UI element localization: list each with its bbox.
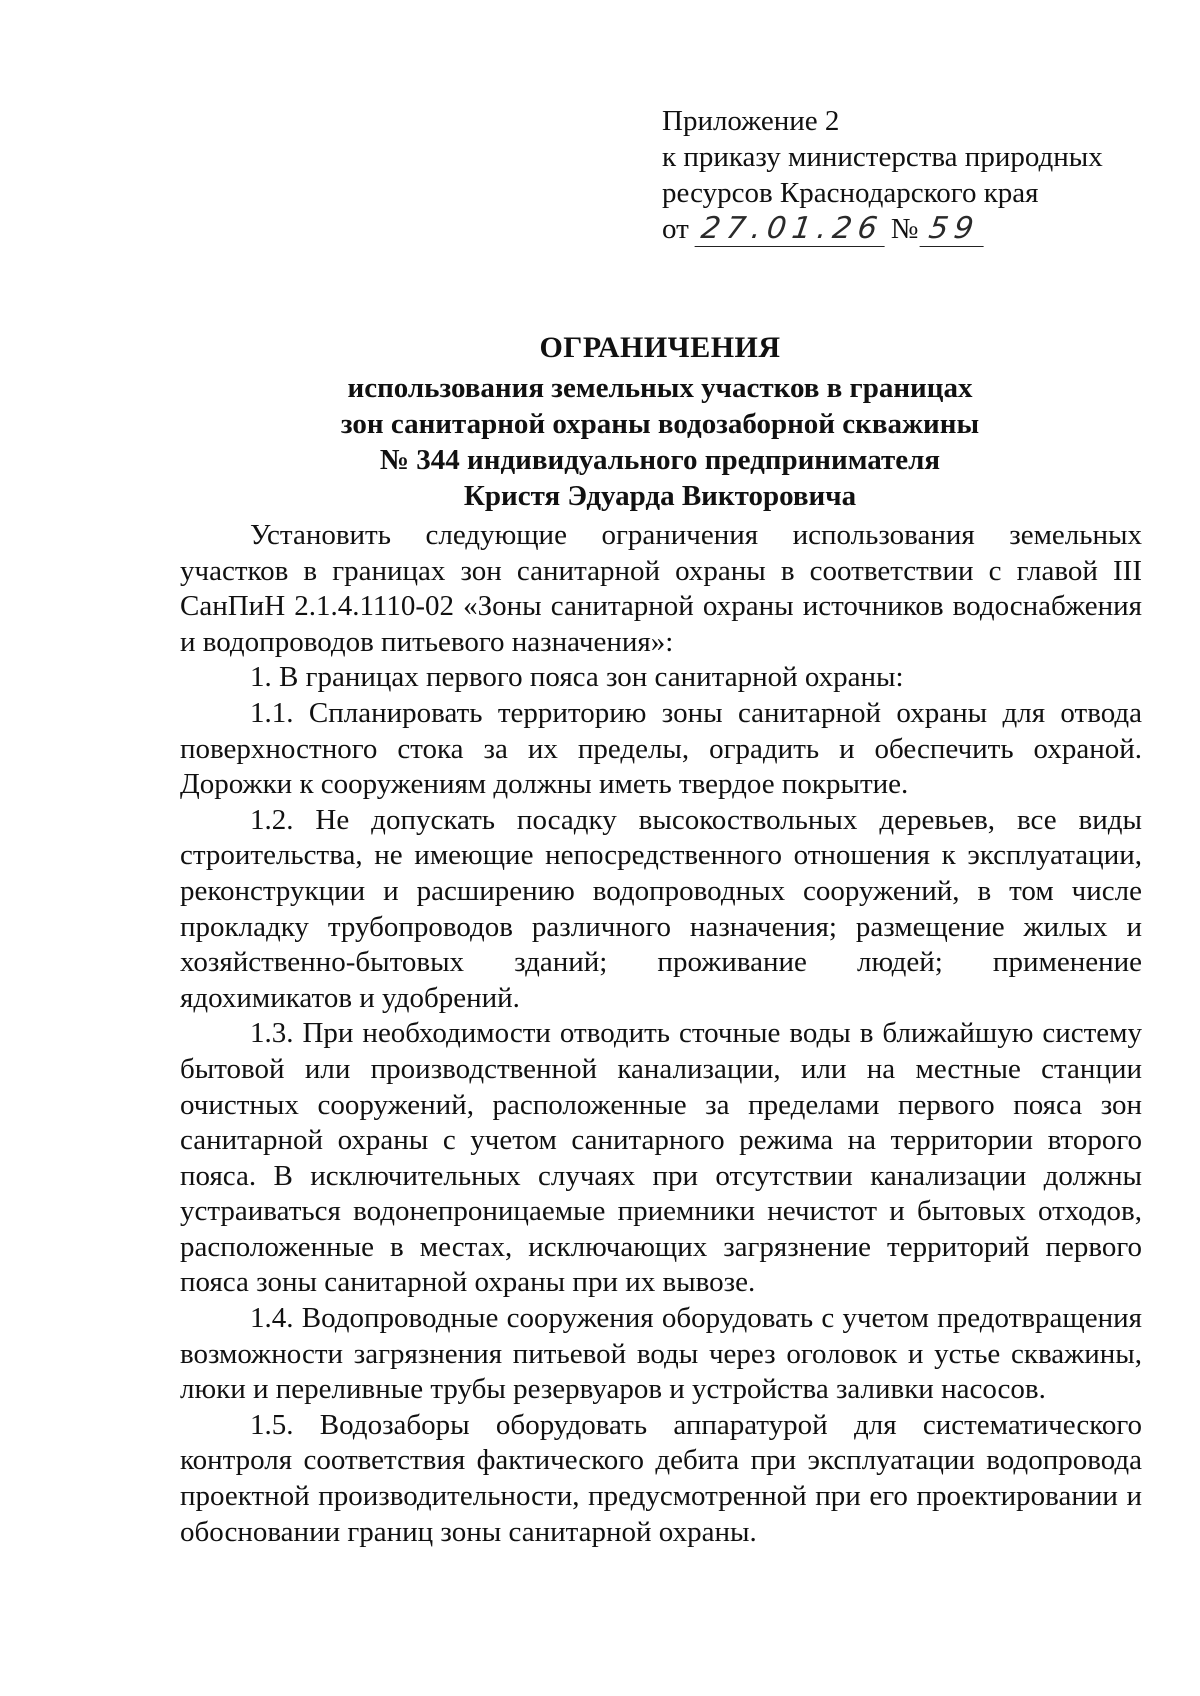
appendix-ministry: ресурсов Краснодарского края	[662, 177, 1039, 209]
clause-1-2: 1.2. Не допускать посадку высокоствольных деревьев, все виды строительства, не имеющие непосредственного отношения к эксплуатации, реконструкции и расширению водопроводных сооружений, в том числе прокладку трубопроводов различного назначения; размещение жилых и хозяйственно-бытовых зданий; проживание людей; применение ядохимикатов и удобрений.	[180, 803, 1142, 1014]
title-line-2: зон санитарной охраны водозаборной скважины	[340, 408, 980, 440]
handwritten-date: 27.01.26	[694, 212, 889, 247]
clause-1-5: 1.5. Водозаборы оборудовать аппаратурой для систематического контроля соответствия фактического дебита при эксплуатации водопровода проектной производительности, предусмотренной при его проектировании и обосновании границ зоны санитарной охраны.	[180, 1408, 1142, 1548]
appendix-order-ref: к приказу министерства природных	[662, 141, 1103, 173]
appendix-date-line	[662, 211, 1142, 247]
clause-1-3: 1.3. При необходимости отводить сточные воды в ближайшую систему бытовой или производственной канализации, или на местные станции очистных сооружений, расположенные за пределами первого пояса зон санитарной охраны с учетом санитарного режима на территории второго пояса. В исключительных случаях при отсутствии канализации должны устраиваться водонепроницаемые приемники нечистот и бытовых отходов, расположенные в местах, исключающих загрязнение территорий первого пояса зоны санитарной охраны при их вывозе.	[180, 1017, 1142, 1299]
section-1-heading: 1. В границах первого пояса зон санитарной охраны:	[250, 661, 904, 694]
appendix-title: Приложение 2	[662, 105, 840, 137]
document-title-block	[180, 330, 1140, 514]
appendix-block	[662, 103, 1142, 247]
document-title: ОГРАНИЧЕНИЯ	[539, 331, 781, 364]
title-line-3: № 344 индивидуального предпринимателя	[379, 444, 941, 476]
title-line-4: Кристя Эдуарда Викторовича	[463, 480, 857, 512]
intro-paragraph: Установить следующие ограничения использования земельных участков в границах зон санитарной охраны в соответствии с главой III СанПиН 2.1.4.1110-02 «Зоны санитарной охраны источников водоснабжения и водопроводов питьевого назначения»:	[180, 519, 1142, 658]
handwritten-order-number: 59	[920, 212, 989, 247]
document-body	[180, 518, 1142, 1550]
title-line-1: использования земельных участков в границах	[347, 372, 973, 404]
clause-1-4: 1.4. Водопроводные сооружения оборудовать с учетом предотвращения возможности загрязнения питьевой воды через оголовок и устье скважины, люки и переливные трубы резервуаров и устройства заливки насосов.	[180, 1302, 1142, 1406]
clause-1-1: 1.1. Спланировать территорию зоны санитарной охраны для отвода поверхностного стока за их пределы, оградить и обеспечить охраной. Дорожки к сооружениям должны иметь твердое покрытие.	[180, 696, 1142, 801]
number-sign: №	[890, 213, 919, 245]
date-prefix: от	[662, 213, 689, 245]
